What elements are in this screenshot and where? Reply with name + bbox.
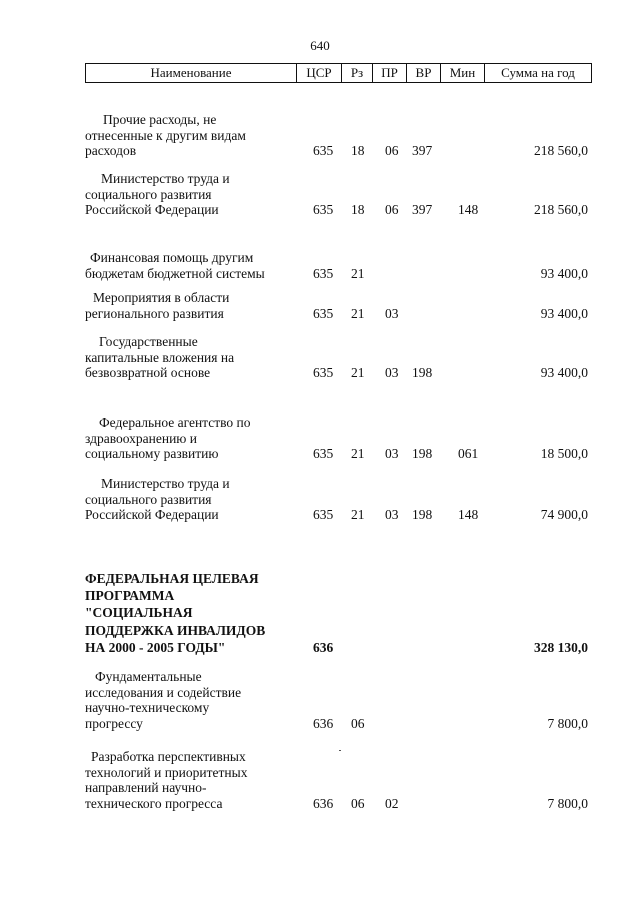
header-sum: Сумма на год xyxy=(484,64,591,82)
row-name-line: прогрессу xyxy=(85,715,143,731)
cell-pr: 02 xyxy=(385,795,399,811)
row-name-line: Российской Федерации xyxy=(85,202,219,217)
table-header xyxy=(85,63,592,83)
cell-csr: 635 xyxy=(313,143,334,158)
cell-pr: 06 xyxy=(385,143,399,158)
header-vr: ВР xyxy=(406,64,440,82)
row-name-line: технологий и приоритетных xyxy=(85,764,248,780)
row-name-line: Прочие расходы, не xyxy=(103,112,217,127)
row-name xyxy=(85,749,300,811)
row-name xyxy=(85,570,300,656)
row-name xyxy=(85,171,300,218)
row-name-line: Министерство труда и xyxy=(101,476,230,491)
cell-csr: 635 xyxy=(313,507,334,522)
cell-pr: 03 xyxy=(385,365,399,380)
cell-vr: 397 xyxy=(412,202,433,217)
cell-csr: 636 xyxy=(313,715,334,731)
row-name-line: бюджетам бюджетной системы xyxy=(85,265,265,281)
row-name-line: Финансовая помощь другим xyxy=(90,250,254,265)
row-name xyxy=(85,290,300,321)
row-name-line: ПОДДЕРЖКА ИНВАЛИДОВ xyxy=(85,622,266,638)
cell-pr: 03 xyxy=(385,507,399,522)
row-name-line: безвозвратной основе xyxy=(85,365,211,380)
row-name xyxy=(85,112,300,159)
cell-rz: 18 xyxy=(351,143,365,158)
cell-pr: 03 xyxy=(385,305,399,321)
row-name-line: регионального развития xyxy=(85,305,224,321)
cell-csr: 636 xyxy=(313,639,334,655)
cell-csr: 635 xyxy=(313,202,334,217)
header-csr: ЦСР xyxy=(296,64,341,82)
row-name-line: социального развития xyxy=(85,186,212,202)
cell-sum: 93 400,0 xyxy=(540,365,588,380)
cell-pr: 06 xyxy=(385,202,399,217)
row-name-line: Государственные xyxy=(99,334,198,349)
row-name xyxy=(85,415,300,462)
cell-sum: 7 800,0 xyxy=(547,795,588,811)
cell-sum: 93 400,0 xyxy=(540,305,588,321)
row-name xyxy=(85,669,300,731)
cell-sum: 93 400,0 xyxy=(540,265,588,281)
header-rz: Рз xyxy=(341,64,372,82)
row-name-line: Мероприятия в области xyxy=(93,290,230,305)
cell-sum: 7 800,0 xyxy=(547,715,588,731)
row-name-line: Фундаментальные xyxy=(95,669,202,684)
row-name-line: капитальные вложения на xyxy=(85,349,235,365)
row-name-line: направлений научно- xyxy=(85,780,207,795)
row-name-line: Федеральное агентство по xyxy=(99,415,251,430)
cell-rz: 21 xyxy=(351,265,365,281)
cell-vr: 397 xyxy=(412,143,433,158)
header-name: Наименование xyxy=(150,65,232,80)
row-name-line: ПРОГРАММА xyxy=(85,588,175,604)
cell-rz: 21 xyxy=(351,507,365,522)
cell-sum: 218 560,0 xyxy=(534,202,588,217)
cell-csr: 635 xyxy=(313,265,334,281)
cell-rz: 21 xyxy=(351,365,365,380)
header-pr: ПР xyxy=(372,64,406,82)
cell-min: 148 xyxy=(458,507,479,522)
scan-speck xyxy=(339,750,341,751)
row-name-line: технического прогресса xyxy=(85,795,223,811)
row-name-line: Российской Федерации xyxy=(85,507,219,522)
header-min: Мин xyxy=(440,64,484,82)
cell-csr: 635 xyxy=(313,446,334,461)
cell-csr: 635 xyxy=(313,305,334,321)
row-name-line: социального развития xyxy=(85,491,212,507)
cell-sum: 218 560,0 xyxy=(534,143,588,158)
row-name-line: "СОЦИАЛЬНАЯ xyxy=(85,605,193,621)
cell-rz: 18 xyxy=(351,202,365,217)
cell-min: 061 xyxy=(458,446,479,461)
row-name-line: Министерство труда и xyxy=(101,171,230,186)
row-name xyxy=(85,250,300,281)
row-name xyxy=(85,334,300,381)
row-name xyxy=(85,476,300,523)
cell-rz: 06 xyxy=(351,715,365,731)
cell-vr: 198 xyxy=(412,507,433,522)
row-name-line: отнесенные к другим видам xyxy=(85,127,246,143)
row-name-line: научно-техническому xyxy=(85,700,210,715)
row-name-line: исследования и содействие xyxy=(85,684,242,700)
cell-min: 148 xyxy=(458,202,479,217)
row-name-line: здравоохранению и xyxy=(85,430,197,446)
cell-rz: 21 xyxy=(351,305,365,321)
cell-sum: 74 900,0 xyxy=(540,507,588,522)
row-name-line: НА 2000 - 2005 ГОДЫ" xyxy=(85,639,226,655)
cell-rz: 21 xyxy=(351,446,365,461)
row-name-line: Разработка перспективных xyxy=(91,749,246,764)
cell-pr: 03 xyxy=(385,446,399,461)
cell-vr: 198 xyxy=(412,365,433,380)
cell-sum: 328 130,0 xyxy=(534,639,588,655)
cell-csr: 636 xyxy=(313,795,334,811)
cell-rz: 06 xyxy=(351,795,365,811)
row-name-line: социальному развитию xyxy=(85,446,219,461)
row-name-line: расходов xyxy=(85,143,137,158)
cell-csr: 635 xyxy=(313,365,334,380)
page-number: 640 xyxy=(310,38,330,53)
cell-sum: 18 500,0 xyxy=(540,446,588,461)
row-name-line: ФЕДЕРАЛЬНАЯ ЦЕЛЕВАЯ xyxy=(85,571,259,586)
cell-vr: 198 xyxy=(412,446,433,461)
